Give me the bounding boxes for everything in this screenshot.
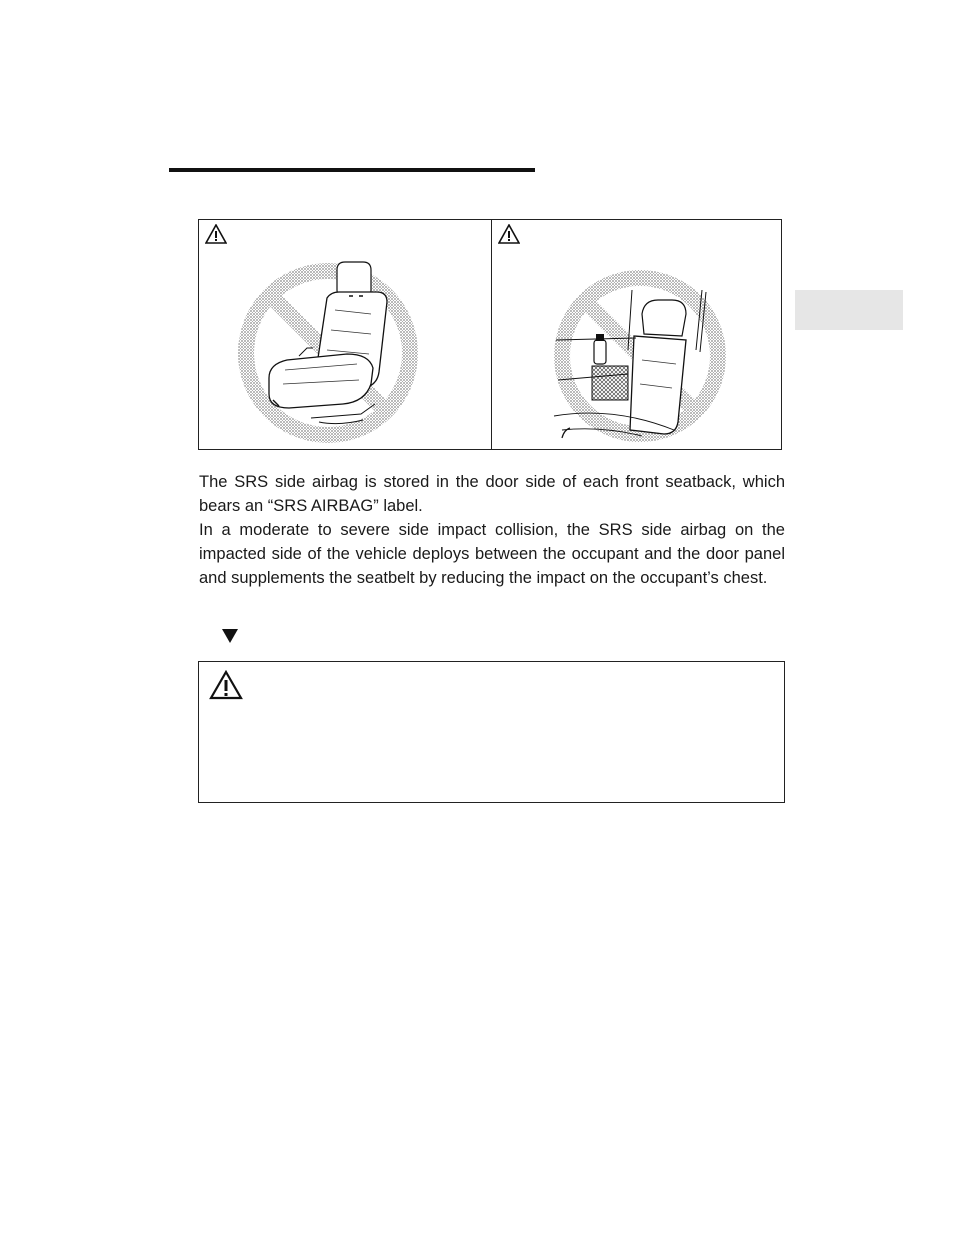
body-paragraph-1: The SRS side airbag is stored in the door side of each front seatback, which bears an “SRS AIRBAG” label. (199, 473, 785, 515)
figure-panel-seat-cover (199, 220, 490, 449)
caution-box (198, 661, 785, 803)
body-text (199, 470, 785, 590)
body-paragraph-2: In a moderate to severe side impact collision, the SRS side airbag on the impacted side of the vehicle deploys between the occupant and the door panel and supplements the seatbelt by reducing the impact on the occupant’s chest. (199, 521, 785, 587)
warning-triangle-icon (209, 670, 243, 700)
section-rule (169, 168, 535, 172)
down-triangle-icon (221, 628, 239, 644)
illustration-figure (198, 219, 782, 450)
prohibited-seat-illustration (199, 220, 490, 449)
figure-panel-seatback-items (492, 220, 783, 449)
prohibited-seatback-illustration (492, 220, 783, 449)
chapter-side-tab (795, 290, 903, 330)
